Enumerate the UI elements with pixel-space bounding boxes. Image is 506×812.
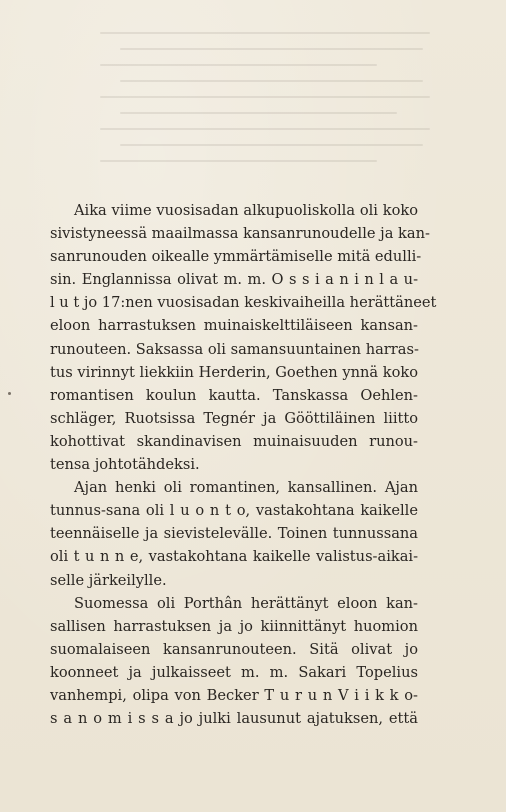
text-line: selle järkeilylle.: [50, 571, 167, 589]
paragraph: [50, 476, 418, 591]
text-line: tus virinnyt liekkiin Herderin, Goethen ynnä koko: [50, 363, 418, 381]
text-line: schläger, Ruotsissa Tegnér ja Gööttiläinen liitto: [50, 409, 418, 427]
paragraph: [50, 592, 418, 731]
text-line: Aika viime vuosisadan alkupuoliskolla oli koko: [74, 202, 418, 219]
margin-speck: [8, 392, 11, 395]
text-line: vanhempi, olipa von Becker T u r u n V i i k k o-: [50, 686, 418, 704]
text-line: teennäiselle ja sievistelevälle. Toinen tunnussana: [50, 525, 418, 543]
text-line: Suomessa oli Porthân herättänyt eloon kan-: [74, 594, 418, 612]
text-line: s a n o m i s s a jo julki lausunut ajatuksen, että: [50, 710, 418, 728]
text-line: tensa johtotähdeksi.: [50, 456, 200, 474]
text-line: sallisen harrastuksen ja jo kiinnittänyt huomion: [50, 617, 418, 635]
text-line: l u t jo 17:nen vuosisadan keskivaiheilla herättäneet: [50, 294, 437, 312]
text-line: runouteen. Saksassa oli samansuuntainen harras-: [50, 340, 419, 358]
text-line: Ajan henki oli romantinen, kansallinen. Ajan: [74, 479, 418, 497]
text-line: sivistyneessä maailmassa kansanrunoudelle ja kan-: [50, 225, 430, 243]
text-line: koonneet ja julkaisseet m. m. Sakari Topelius: [50, 663, 418, 681]
text-line: oli t u n n e, vastakohtana kaikelle valistus-aikai-: [50, 548, 418, 566]
paragraph: [50, 199, 437, 476]
text-line: kohottivat skandinavisen muinaisuuden runou-: [50, 432, 418, 450]
show-through-text: [100, 32, 430, 182]
text-line: romantisen koulun kautta. Tanskassa Oehlen-: [50, 386, 418, 404]
text-line: eloon harrastuksen muinaiskelttiläiseen kansan-: [50, 317, 418, 335]
text-line: sanrunouden oikealle ymmärtämiselle mitä edulli-: [50, 248, 422, 266]
text-line: sin. Englannissa olivat m. m. O s s i a n i n l a u-: [50, 271, 418, 289]
text-line: suomalaiseen kansanrunouteen. Sitä olivat jo: [50, 640, 418, 658]
text-line: tunnus-sana oli l u o n t o, vastakohtana kaikelle: [50, 502, 418, 520]
body-text: [50, 199, 437, 730]
